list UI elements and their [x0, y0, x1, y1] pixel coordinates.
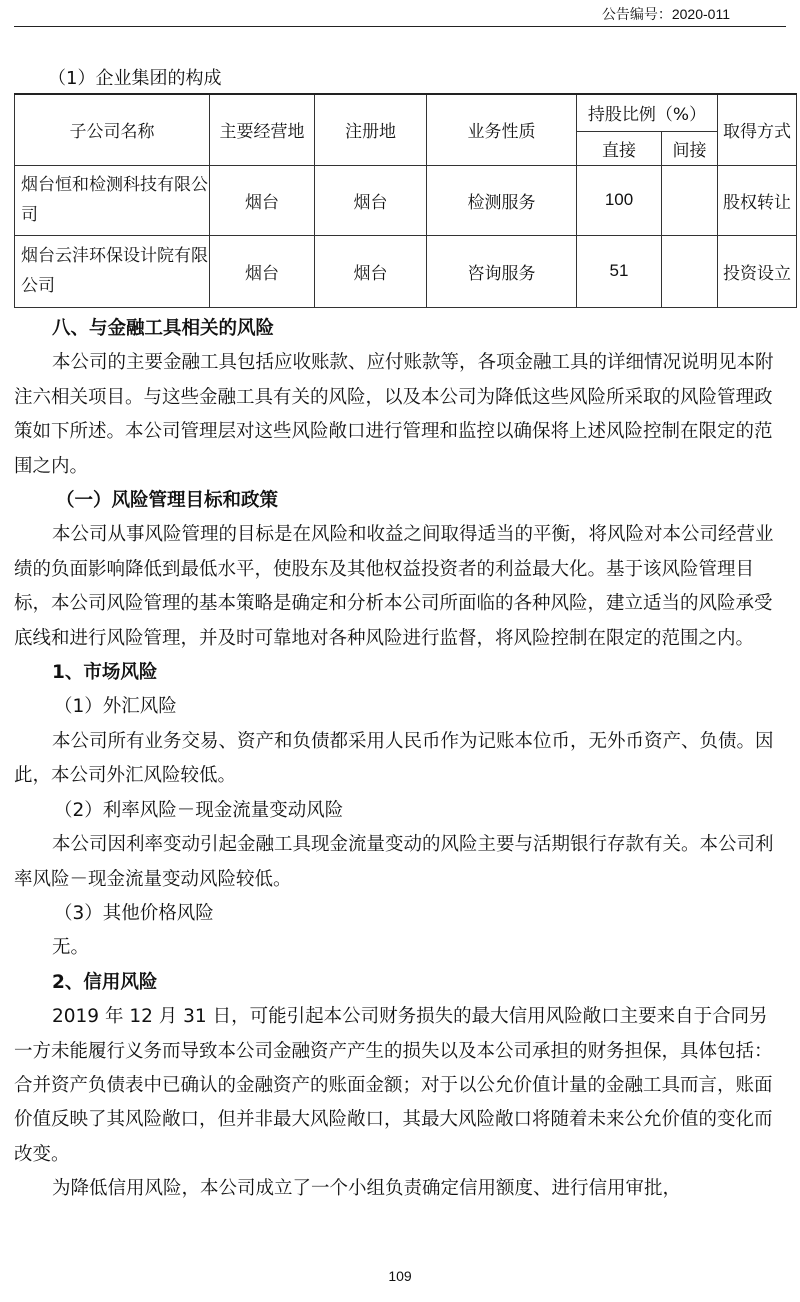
- cell-reg-place: 烟台: [315, 235, 427, 307]
- cell-main-place: 烟台: [210, 235, 315, 307]
- col-header-main-place: 主要经营地: [210, 94, 315, 165]
- announcement-number: 公告编号：2020-011: [601, 6, 730, 22]
- col-header-direct: 直接: [577, 131, 662, 165]
- page-number: 109: [388, 1268, 412, 1284]
- paragraph-rate-risk: 本公司因利率变动引起金融工具现金流量变动的风险主要与活期银行存款有关。本公司利率风险－现金流量变动风险较低。: [14, 834, 774, 890]
- heading-market-risk: 1、市场风险: [52, 662, 158, 684]
- paragraph-credit-risk-2: 为降低信用风险，本公司成立了一个小组负责确定信用额度、进行信用审批，: [52, 1178, 682, 1200]
- cell-main-place: 烟台: [210, 165, 315, 235]
- col-header-share-ratio: 持股比例（%）: [577, 94, 718, 131]
- subsidiary-table: [14, 93, 797, 308]
- cell-indirect: [662, 235, 718, 307]
- paragraph-credit-risk: 2019 年 12 月 31 日，可能引起本公司财务损失的最大信用风险敞口主要来自于合同另一方未能履行义务而导致本公司金融资产产生的损失以及本公司承担的财务担保，具体包括：合并资产负债表中已确认的金融资产的账面金额；对于以公允价值计量的金融工具而言，账面价值反映了其风险敞口，但并非最大风险敞口，其最大风险敞口将随着未来公允价值的变化而改变。: [14, 1006, 773, 1165]
- cell-acquire: 股权转让: [718, 165, 797, 235]
- cell-indirect: [662, 165, 718, 235]
- cell-business: 咨询服务: [427, 235, 577, 307]
- col-header-indirect: 间接: [662, 131, 718, 165]
- subheading-fx-risk: （1）外汇风险: [54, 696, 177, 718]
- cell-acquire: 投资设立: [718, 235, 797, 307]
- paragraph-intro: 本公司的主要金融工具包括应收账款、应付账款等，各项金融工具的详细情况说明见本附注六相关项目。与这些金融工具有关的风险，以及本公司为降低这些风险所采取的风险管理政策如下所述。本公司管理层对这些风险敞口进行管理和监控以确保将上述风险控制在限定的范围之内。: [14, 352, 774, 477]
- cell-direct: 51: [577, 235, 662, 307]
- cell-direct: 100: [577, 165, 662, 235]
- section-title: （1）企业集团的构成: [48, 68, 222, 89]
- col-header-acquire: 取得方式: [718, 94, 797, 165]
- paragraph-fx-risk: 本公司所有业务交易、资产和负债都采用人民币作为记账本位币，无外币资产、负债。因此，本公司外汇风险较低。: [14, 730, 774, 787]
- paragraph-price-risk: 无。: [52, 937, 90, 959]
- cell-business: 检测服务: [427, 165, 577, 235]
- subheading-price-risk: （3）其他价格风险: [54, 902, 214, 924]
- col-header-business: 业务性质: [427, 94, 577, 165]
- heading-financial-risk: 八、与金融工具相关的风险: [52, 318, 275, 339]
- subheading-rate-risk: （2）利率风险－现金流量变动风险: [54, 799, 344, 821]
- col-header-reg-place: 注册地: [315, 94, 427, 165]
- header-divider: [14, 26, 786, 27]
- table-row: [15, 165, 797, 235]
- heading-credit-risk: 2、信用风险: [52, 971, 158, 993]
- cell-reg-place: 烟台: [315, 165, 427, 235]
- paragraph-risk-policy: 本公司从事风险管理的目标是在风险和收益之间取得适当的平衡，将风险对本公司经营业绩的负面影响降低到最低水平，使股东及其他权益投资者的利益最大化。基于该风险管理目标，本公司风险管理的基本策略是确定和分析本公司所面临的各种风险，建立适当的风险承受底线和进行风险管理，并及时可靠地对各种风险进行监督，将风险控制在限定的范围之内。: [14, 524, 774, 649]
- cell-name: 烟台云沣环保设计院有限公司: [15, 235, 210, 307]
- col-header-name: 子公司名称: [15, 94, 210, 165]
- table-row: [15, 235, 797, 307]
- heading-risk-policy: （一）风险管理目标和政策: [56, 490, 279, 512]
- body-text: [14, 312, 786, 1207]
- cell-name: 烟台恒和检测科技有限公司: [15, 165, 210, 235]
